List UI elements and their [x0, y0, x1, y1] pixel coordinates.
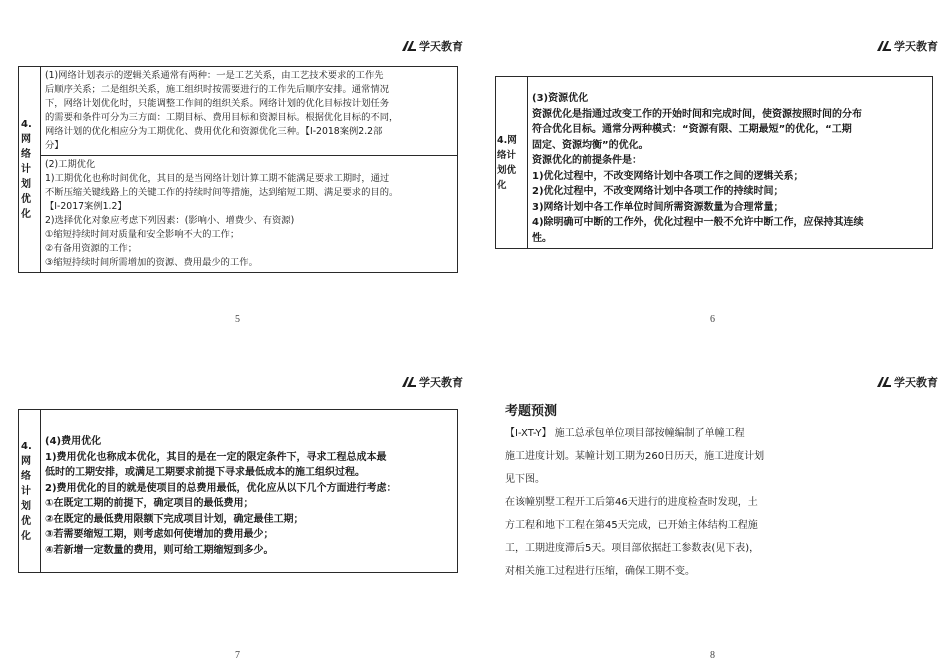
brand-logo	[402, 38, 463, 54]
slide-page-6	[475, 0, 950, 336]
text-line: 下，网络计划优化时，只能调整工作间的组织关系。网络计划的优化目标按计划任务	[45, 98, 389, 109]
text-line: 2)优化过程中，不改变网络计划中各项工作的持续时间；	[532, 186, 784, 197]
text-line: 1)优化过程中，不改变网络计划中各项工作之间的逻辑关系；	[532, 170, 804, 182]
text-line: 2)费用优化的目的就是使项目的总费用最低，优化应从以下几个方面进行考虑：	[45, 482, 397, 494]
text-line: 资源优化的前提条件是：	[532, 155, 642, 166]
section-label: 4. 网 络 计 划 优 化	[19, 410, 41, 573]
text-line: 低时的工期安排，或满足工期要求前提下寻求最低成本的施工组织过程。	[45, 467, 365, 478]
text-line: 分】	[45, 140, 64, 151]
text-line: 对相关施工过程进行压缩，确保工期不变。	[505, 566, 695, 577]
text-line: 性。	[532, 232, 552, 244]
text-line: 【Ⅰ-XT-Y】 施工总承包单位项目部按幢编制了单幢工程	[505, 428, 745, 439]
text-line: 【Ⅰ-2017案例1.2】	[45, 201, 127, 212]
text-line: 网络计划的优化相应分为工期优化、费用优化和资源优化三种。【Ⅰ-2018案例2.2部	[45, 126, 383, 137]
text-line: 后顺序关系；二是组织关系，施工组织时按需要进行的工作先后顺序安排。通常情况	[45, 84, 389, 95]
text-line: ③若需要缩短工期，则考虑如何使增加的费用最少；	[45, 529, 274, 540]
page-title: 考题预测	[505, 404, 558, 419]
content-table	[18, 66, 458, 273]
text-line: 不断压缩关键线路上的关键工作的持续时间等措施，达到缩短工期、满足要求的目的。	[45, 187, 399, 198]
section-label: 4. 网 络 计 划 优 化	[19, 67, 41, 273]
page-number: 6	[710, 314, 715, 325]
text-line: 工，工期进度滞后5天。项目部依据赶工参数表(见下表)，	[505, 543, 760, 554]
text-line: ④若新增一定数量的费用，则可给工期缩短到多少。	[45, 544, 274, 556]
resource-optimization-cell	[528, 77, 933, 249]
brand-name: 学天教育	[894, 40, 938, 53]
text-line: ③缩短持续时间所需增加的资源、费用最少的工作。	[45, 257, 258, 268]
text-line: 1)工期优化也称时间优化，其目的是当网络计划计算工期不能满足要求工期时，通过	[45, 173, 390, 184]
section-label: 4.网 络计 划优 化	[496, 77, 528, 249]
logic-relation-cell	[41, 67, 458, 156]
text-line: 资源优化是指通过改变工作的开始时间和完成时间，使资源按照时间的分布	[532, 108, 862, 120]
page-number: 7	[235, 650, 240, 661]
brand-logo	[877, 38, 938, 54]
text-line: (2)工期优化	[45, 159, 96, 170]
text-line: 3)网络计划中各工作单位时间所需资源数量为合理常量；	[532, 201, 784, 213]
content-table	[495, 76, 933, 249]
slide-page-8	[475, 336, 950, 672]
page-number: 8	[710, 650, 715, 661]
text-line: 方工程和地下工程在第45天完成，已开始主体结构工程施	[505, 520, 758, 531]
text-line: ①缩短持续时间对质量和安全影响不大的工作；	[45, 229, 240, 240]
text-line: 见下图。	[505, 474, 545, 485]
text-line: 符合优化目标。通常分两种模式：“资源有限、工期最短”的优化，“工期	[532, 124, 852, 135]
brand-mark-icon	[877, 377, 891, 388]
brand-mark-icon	[402, 377, 416, 388]
text-line: 2)选择优化对象应考虑下列因素：(影响小、增费少、有资源)	[45, 215, 295, 226]
brand-logo	[877, 374, 938, 390]
text-line: 1)费用优化也称成本优化，其目的是在一定的限定条件下，寻求工程总成本最	[45, 451, 387, 463]
text-line: (1)网络计划表示的逻辑关系通常有两种：一是工艺关系，由工艺技术要求的工作先	[45, 70, 384, 81]
text-line: ①在既定工期的前提下，确定项目的最低费用；	[45, 498, 254, 509]
slide-page-5	[0, 0, 475, 336]
brand-name: 学天教育	[419, 376, 463, 389]
cost-optimization-cell	[41, 410, 458, 573]
brand-name: 学天教育	[419, 40, 463, 53]
brand-mark-icon	[402, 41, 416, 52]
text-line: (4)费用优化	[45, 436, 102, 447]
duration-optimization-cell	[41, 156, 458, 273]
slide-page-7	[0, 336, 475, 672]
text-line: ②在既定的最低费用限额下完成项目计划，确定最佳工期；	[45, 513, 304, 525]
text-line: 施工进度计划。某幢计划工期为260日历天，施工进度计划	[505, 451, 765, 462]
text-line: ②有备用资源的工作；	[45, 243, 138, 254]
brand-logo	[402, 374, 463, 390]
text-line: (3)资源优化	[532, 93, 589, 104]
text-line: 固定、资源均衡”的优化。	[532, 139, 649, 151]
brand-name: 学天教育	[894, 376, 938, 389]
question-body	[505, 422, 925, 583]
brand-mark-icon	[877, 41, 891, 52]
page-number: 5	[235, 314, 240, 325]
text-line: 在该幢别墅工程开工后第46天进行的进度检查时发现，土	[505, 497, 758, 508]
text-line: 的需要和条件可分为三方面：工期目标、费用目标和资源目标。根据优化目标的不同，	[45, 112, 399, 123]
text-line: 4)除明确可中断的工作外，优化过程中一般不允许中断工作，应保持其连续	[532, 217, 864, 228]
content-table	[18, 409, 458, 573]
